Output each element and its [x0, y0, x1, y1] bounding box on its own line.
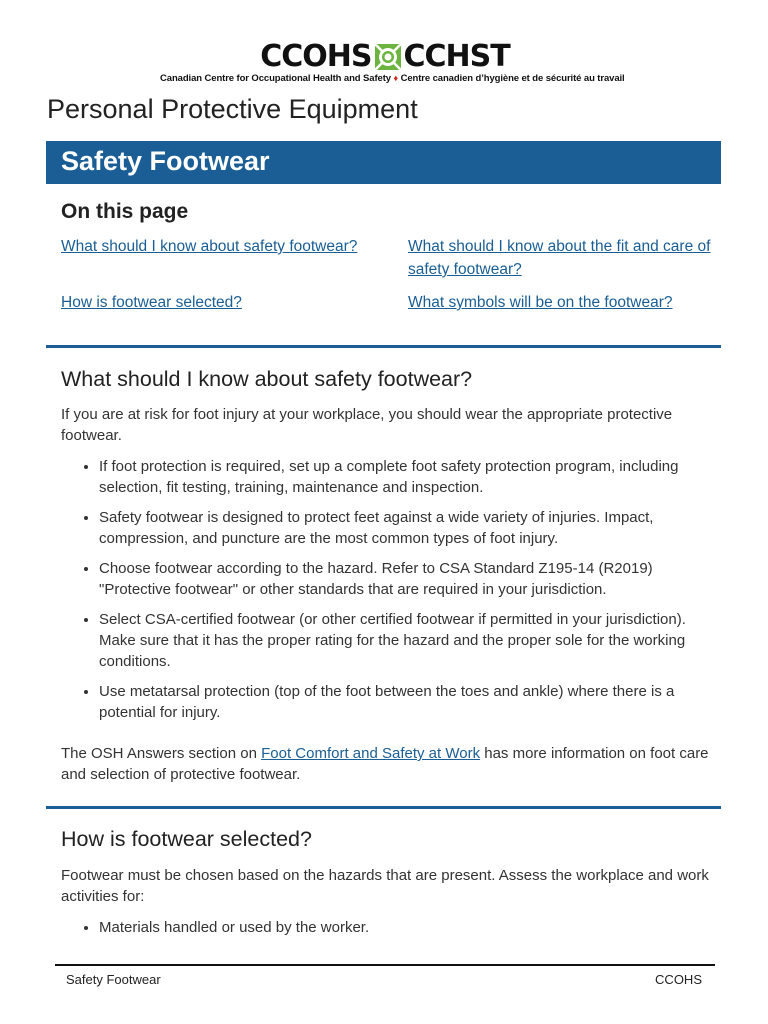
section-intro: If you are at risk for foot injury at your workplace, you should wear the appropriate protective footwear. — [61, 406, 673, 444]
tagline-french: Centre canadien d’hygiène et de sécurité au travail — [400, 73, 625, 84]
toc-link-fit-and-care[interactable]: What should I know about the fit and care of safety footwear? — [408, 238, 711, 278]
section-divider — [46, 806, 721, 809]
page-title: Safety Footwear — [61, 146, 270, 176]
bullet-list — [61, 456, 711, 732]
section-outro — [61, 743, 711, 785]
footer-doc-title: Safety Footwear — [66, 972, 161, 987]
ccohs-emblem-icon — [374, 43, 402, 71]
toc-link-about-safety-footwear[interactable]: What should I know about safety footwear? — [61, 238, 358, 255]
tagline-english: Canadian Centre for Occupational Health and Safety — [160, 73, 391, 84]
maple-leaf-icon: ♦ — [393, 73, 399, 83]
logo-wordmark — [160, 39, 610, 74]
toc-heading: On this page — [61, 200, 189, 223]
list-item: • Use metatarsal protection (top of the foot between the toes and ankle) where there is a potential for injury. — [99, 681, 711, 723]
section-heading-selection: How is footwear selected? — [61, 827, 312, 851]
bullet-list — [61, 917, 711, 947]
list-item: • Select CSA-certified footwear (or other certified footwear if permitted in your jurisdiction). Make sure that it has the proper rating for the hazard and the proper sole for the working conditions. — [99, 609, 711, 672]
list-item: • Safety footwear is designed to protect feet against a wide variety of injuries. Impact, compression, and puncture are the most common types of foot injury. — [99, 507, 711, 549]
section-heading-about: What should I know about safety footwear? — [61, 367, 473, 391]
list-item: • Choose footwear according to the hazard. Refer to CSA Standard Z195-14 (R2019) "Protective footwear" or other standards that are required in your jurisdiction. — [99, 558, 711, 600]
list-item: • Materials handled or used by the worker. — [99, 917, 711, 938]
toc-link-symbols[interactable]: What symbols will be on the footwear? — [408, 294, 673, 311]
logo-text-fr: CCHST — [403, 39, 510, 74]
document-category: Personal Protective Equipment — [47, 94, 418, 124]
section-intro: Footwear must be chosen based on the hazards that are present. Assess the workplace and work activities for: — [61, 867, 709, 905]
toc-link-footwear-selected[interactable]: How is footwear selected? — [61, 294, 242, 311]
ccohs-logo — [160, 39, 625, 84]
title-banner — [46, 141, 721, 184]
section-divider — [46, 345, 721, 348]
footer-divider — [55, 964, 715, 966]
footer-publisher: CCOHS — [655, 972, 702, 987]
list-item: • If foot protection is required, set up a complete foot safety protection program, including selection, fit testing, training, maintenance and inspection. — [99, 456, 711, 498]
logo-tagline — [160, 73, 625, 84]
logo-text-en: CCOHS — [260, 39, 372, 74]
foot-comfort-link[interactable]: Foot Comfort and Safety at Work — [261, 745, 481, 762]
outro-text: has more information on foot care and selection of protective footwear. — [61, 745, 709, 783]
outro-text: The OSH Answers section on — [61, 745, 262, 762]
